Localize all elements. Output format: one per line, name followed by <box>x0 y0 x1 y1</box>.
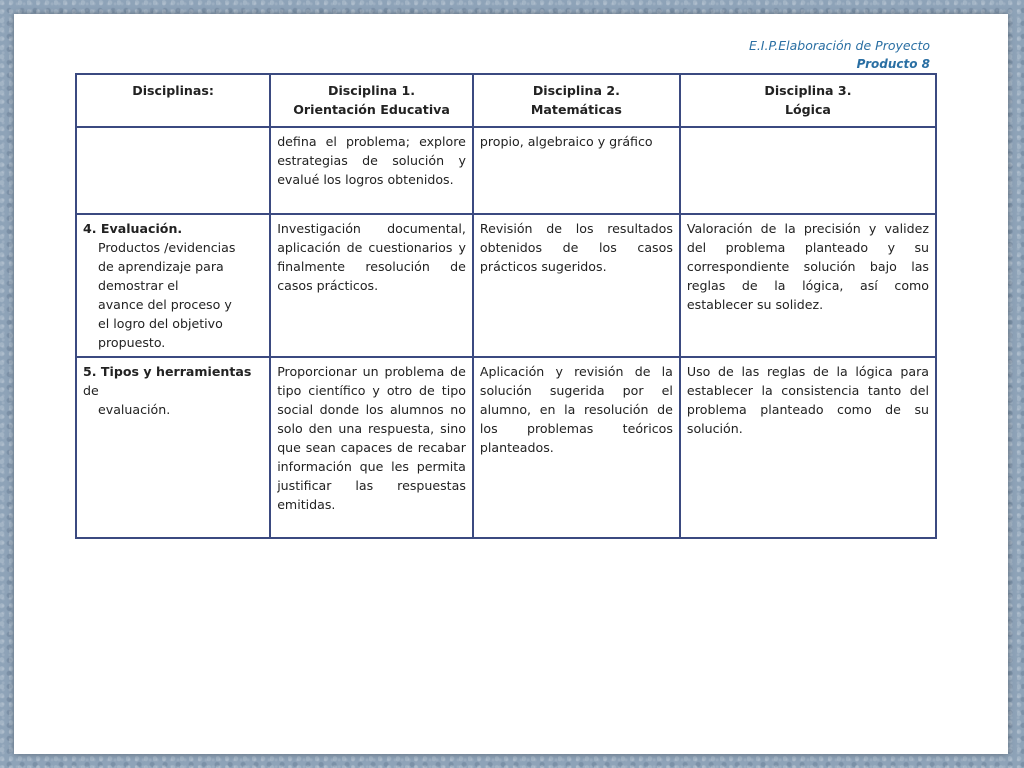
row-label-cell <box>76 357 270 538</box>
row-label-suffix: de <box>83 383 99 398</box>
header-line1: Disciplina 1. <box>328 83 416 98</box>
row-label-line: de aprendizaje para <box>98 259 224 274</box>
row-label-title: 5. Tipos y herramientas <box>83 364 252 379</box>
header-line2: Lógica <box>784 102 831 117</box>
header-disciplina-3 <box>680 74 936 127</box>
table-cell: Aplicación y revisión de la solución sugerida por el alumno, en la resolución de los problemas teóricos planteados. <box>473 357 680 538</box>
disciplines-table <box>75 73 937 539</box>
header-line2: Matemáticas <box>530 102 622 117</box>
row-label-line: Productos /evidencias <box>98 240 236 255</box>
row-label-cell <box>76 214 270 357</box>
table-cell: Proporcionar un problema de tipo científico y otro de tipo social donde los alumnos no solo den una respuesta, sino que sean capaces de recabar información que les permita justificar las respuestas emitidas. <box>270 357 473 538</box>
row-label-cell <box>76 127 270 214</box>
table-cell: Investigación documental, aplicación de cuestionarios y finalmente resolución de casos prácticos. <box>270 214 473 357</box>
table-cell: propio, algebraico y gráfico <box>473 127 680 214</box>
table-header-row <box>76 74 936 127</box>
header-line2: Orientación Educativa <box>293 102 450 117</box>
table-cell: Revisión de los resultados obtenidos de los casos prácticos sugeridos. <box>473 214 680 357</box>
header-disciplina-1 <box>270 74 473 127</box>
header-product-number: Producto 8 <box>856 57 930 71</box>
header-disciplinas <box>76 74 270 127</box>
header-line1: Disciplina 3. <box>764 83 852 98</box>
table-cell: Uso de las reglas de la lógica para establecer la consistencia tanto del problema planteado como de su solución. <box>680 357 936 538</box>
table-cell <box>680 127 936 214</box>
header-disciplina-2 <box>473 74 680 127</box>
row-label-line: propuesto. <box>98 335 166 350</box>
row-label-line: avance del proceso y <box>98 297 232 312</box>
row-label-line: evaluación. <box>98 402 171 417</box>
document-page <box>14 14 1008 754</box>
table-cell: defina el problema; explore estrategias de solución y evalué los logros obtenidos. <box>270 127 473 214</box>
row-label-line: el logro del objetivo <box>98 316 223 331</box>
header-line1: Disciplina 2. <box>532 83 620 98</box>
table-row <box>76 127 936 214</box>
row-label-title: 4. Evaluación. <box>83 221 183 236</box>
header-project-title: E.I.P.Elaboración de Proyecto <box>748 38 930 53</box>
table-row <box>76 214 936 357</box>
header-line1: Disciplinas: <box>132 83 214 98</box>
row-label-line: demostrar el <box>98 278 179 293</box>
table-row <box>76 357 936 538</box>
table-cell: Valoración de la precisión y validez del problema planteado y su correspondiente solución bajo las reglas de la lógica, así como establecer su solidez. <box>680 214 936 357</box>
